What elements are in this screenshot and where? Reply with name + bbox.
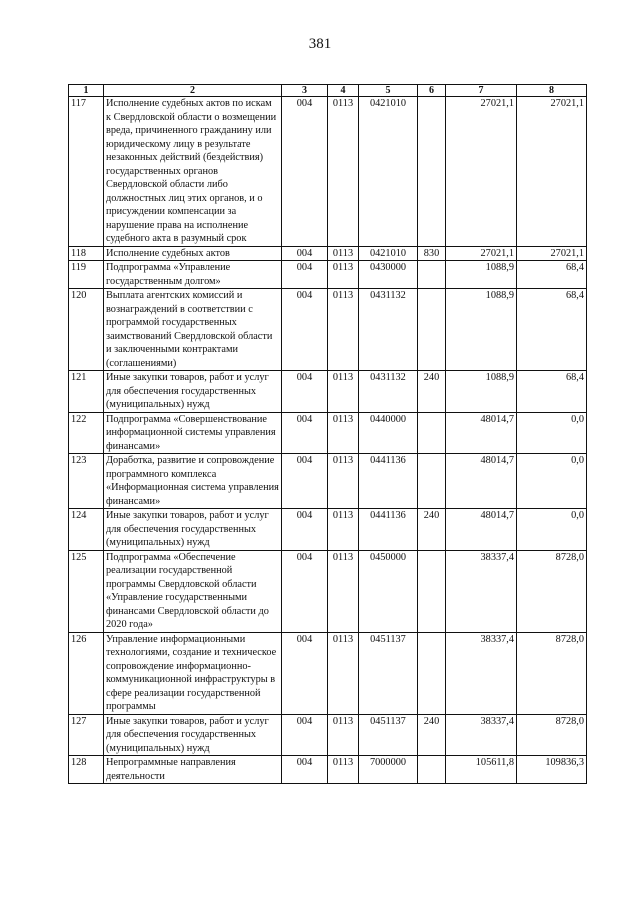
row-code-5: 0421010	[359, 246, 418, 261]
row-code-6	[418, 454, 446, 509]
row-code-6	[418, 756, 446, 784]
row-amount-7: 38337,4	[446, 714, 517, 756]
row-code-4: 0113	[328, 756, 359, 784]
row-code-6	[418, 261, 446, 289]
row-amount-8: 8728,0	[517, 632, 587, 714]
row-name: Иные закупки товаров, работ и услуг для обеспечения государственных (муниципальных) нужд	[104, 714, 282, 756]
table-row	[69, 756, 587, 784]
header-cell: 3	[282, 85, 328, 97]
row-amount-8: 0,0	[517, 454, 587, 509]
row-number: 125	[69, 550, 104, 632]
row-code-5: 0451137	[359, 714, 418, 756]
row-code-6: 830	[418, 246, 446, 261]
header-cell: 2	[104, 85, 282, 97]
row-name: Исполнение судебных актов по искам к Свердловской области о возмещении вреда, причиненного гражданину или юридическому лицу в результате незаконных действий (бездействия) государственных органов Свердловской области либо должностных лиц этих органов, и о присуждении компенсации за нарушение права на исполнение судебного акта в разумный срок	[104, 97, 282, 247]
row-code-6	[418, 550, 446, 632]
header-cell: 4	[328, 85, 359, 97]
row-code-6: 240	[418, 714, 446, 756]
header-row	[69, 85, 587, 97]
row-code-3: 004	[282, 714, 328, 756]
header-cell: 7	[446, 85, 517, 97]
row-amount-7: 48014,7	[446, 412, 517, 454]
row-code-3: 004	[282, 454, 328, 509]
row-amount-8: 27021,1	[517, 246, 587, 261]
row-code-5: 0451137	[359, 632, 418, 714]
row-name: Непрограммные направления деятельности	[104, 756, 282, 784]
row-code-4: 0113	[328, 97, 359, 247]
row-code-4: 0113	[328, 261, 359, 289]
row-code-4: 0113	[328, 412, 359, 454]
table-row	[69, 261, 587, 289]
row-amount-8: 27021,1	[517, 97, 587, 247]
row-name: Подпрограмма «Совершенствование информационной системы управления финансами»	[104, 412, 282, 454]
table-row	[69, 97, 587, 247]
row-code-3: 004	[282, 97, 328, 247]
row-code-3: 004	[282, 550, 328, 632]
header-cell: 1	[69, 85, 104, 97]
row-code-4: 0113	[328, 246, 359, 261]
row-code-5: 0450000	[359, 550, 418, 632]
row-amount-8: 0,0	[517, 412, 587, 454]
row-code-3: 004	[282, 261, 328, 289]
table-row	[69, 454, 587, 509]
row-code-4: 0113	[328, 632, 359, 714]
budget-table	[68, 84, 587, 784]
row-amount-7: 48014,7	[446, 454, 517, 509]
row-number: 122	[69, 412, 104, 454]
row-code-6: 240	[418, 509, 446, 551]
row-number: 117	[69, 97, 104, 247]
table-row	[69, 371, 587, 413]
table-row	[69, 246, 587, 261]
row-amount-8: 8728,0	[517, 550, 587, 632]
row-number: 120	[69, 289, 104, 371]
row-code-6	[418, 289, 446, 371]
row-code-3: 004	[282, 632, 328, 714]
row-amount-7: 48014,7	[446, 509, 517, 551]
row-amount-8: 0,0	[517, 509, 587, 551]
header-cell: 5	[359, 85, 418, 97]
row-number: 127	[69, 714, 104, 756]
row-amount-7: 27021,1	[446, 97, 517, 247]
header-cell: 8	[517, 85, 587, 97]
row-number: 128	[69, 756, 104, 784]
row-amount-7: 105611,8	[446, 756, 517, 784]
row-code-6	[418, 97, 446, 247]
row-name: Подпрограмма «Обеспечение реализации государственной программы Свердловской области «Управление государственными финансами Свердловской области до 2020 года»	[104, 550, 282, 632]
row-code-5: 0421010	[359, 97, 418, 247]
row-amount-8: 109836,3	[517, 756, 587, 784]
table-row	[69, 412, 587, 454]
row-code-3: 004	[282, 509, 328, 551]
row-code-6	[418, 632, 446, 714]
row-amount-7: 38337,4	[446, 550, 517, 632]
row-number: 123	[69, 454, 104, 509]
row-code-5: 0431132	[359, 371, 418, 413]
table-row	[69, 632, 587, 714]
row-code-6: 240	[418, 371, 446, 413]
row-number: 118	[69, 246, 104, 261]
row-name: Исполнение судебных актов	[104, 246, 282, 261]
row-code-5: 0431132	[359, 289, 418, 371]
row-code-3: 004	[282, 246, 328, 261]
row-amount-7: 27021,1	[446, 246, 517, 261]
row-amount-8: 68,4	[517, 289, 587, 371]
row-name: Иные закупки товаров, работ и услуг для обеспечения государственных (муниципальных) нужд	[104, 371, 282, 413]
table-row	[69, 714, 587, 756]
row-code-4: 0113	[328, 454, 359, 509]
page-number: 381	[308, 36, 332, 52]
row-amount-8: 68,4	[517, 261, 587, 289]
row-code-4: 0113	[328, 509, 359, 551]
row-code-3: 004	[282, 289, 328, 371]
row-code-5: 0440000	[359, 412, 418, 454]
row-amount-7: 38337,4	[446, 632, 517, 714]
row-name: Подпрограмма «Управление государственным долгом»	[104, 261, 282, 289]
row-code-3: 004	[282, 371, 328, 413]
row-amount-7: 1088,9	[446, 289, 517, 371]
row-code-4: 0113	[328, 714, 359, 756]
table-row	[69, 509, 587, 551]
row-code-5: 0430000	[359, 261, 418, 289]
row-number: 124	[69, 509, 104, 551]
row-number: 126	[69, 632, 104, 714]
row-code-3: 004	[282, 412, 328, 454]
row-code-3: 004	[282, 756, 328, 784]
row-code-4: 0113	[328, 371, 359, 413]
row-name: Управление информационными технологиями, создание и техническое сопровождение информационно-коммуникационной инфраструктуры в сфере реализации государственной программы	[104, 632, 282, 714]
row-amount-7: 1088,9	[446, 371, 517, 413]
row-code-4: 0113	[328, 550, 359, 632]
row-number: 119	[69, 261, 104, 289]
row-code-4: 0113	[328, 289, 359, 371]
row-code-5: 7000000	[359, 756, 418, 784]
row-name: Иные закупки товаров, работ и услуг для обеспечения государственных (муниципальных) нужд	[104, 509, 282, 551]
row-name: Выплата агентских комиссий и вознаграждений в соответствии с программой государственных заимствований Свердловской области и заключенными контрактами (соглашениями)	[104, 289, 282, 371]
row-amount-8: 68,4	[517, 371, 587, 413]
table-row	[69, 289, 587, 371]
row-amount-8: 8728,0	[517, 714, 587, 756]
row-code-5: 0441136	[359, 454, 418, 509]
table-row	[69, 550, 587, 632]
header-cell: 6	[418, 85, 446, 97]
row-name: Доработка, развитие и сопровождение программного комплекса «Информационная система управления финансами»	[104, 454, 282, 509]
row-code-5: 0441136	[359, 509, 418, 551]
row-amount-7: 1088,9	[446, 261, 517, 289]
row-number: 121	[69, 371, 104, 413]
row-code-6	[418, 412, 446, 454]
